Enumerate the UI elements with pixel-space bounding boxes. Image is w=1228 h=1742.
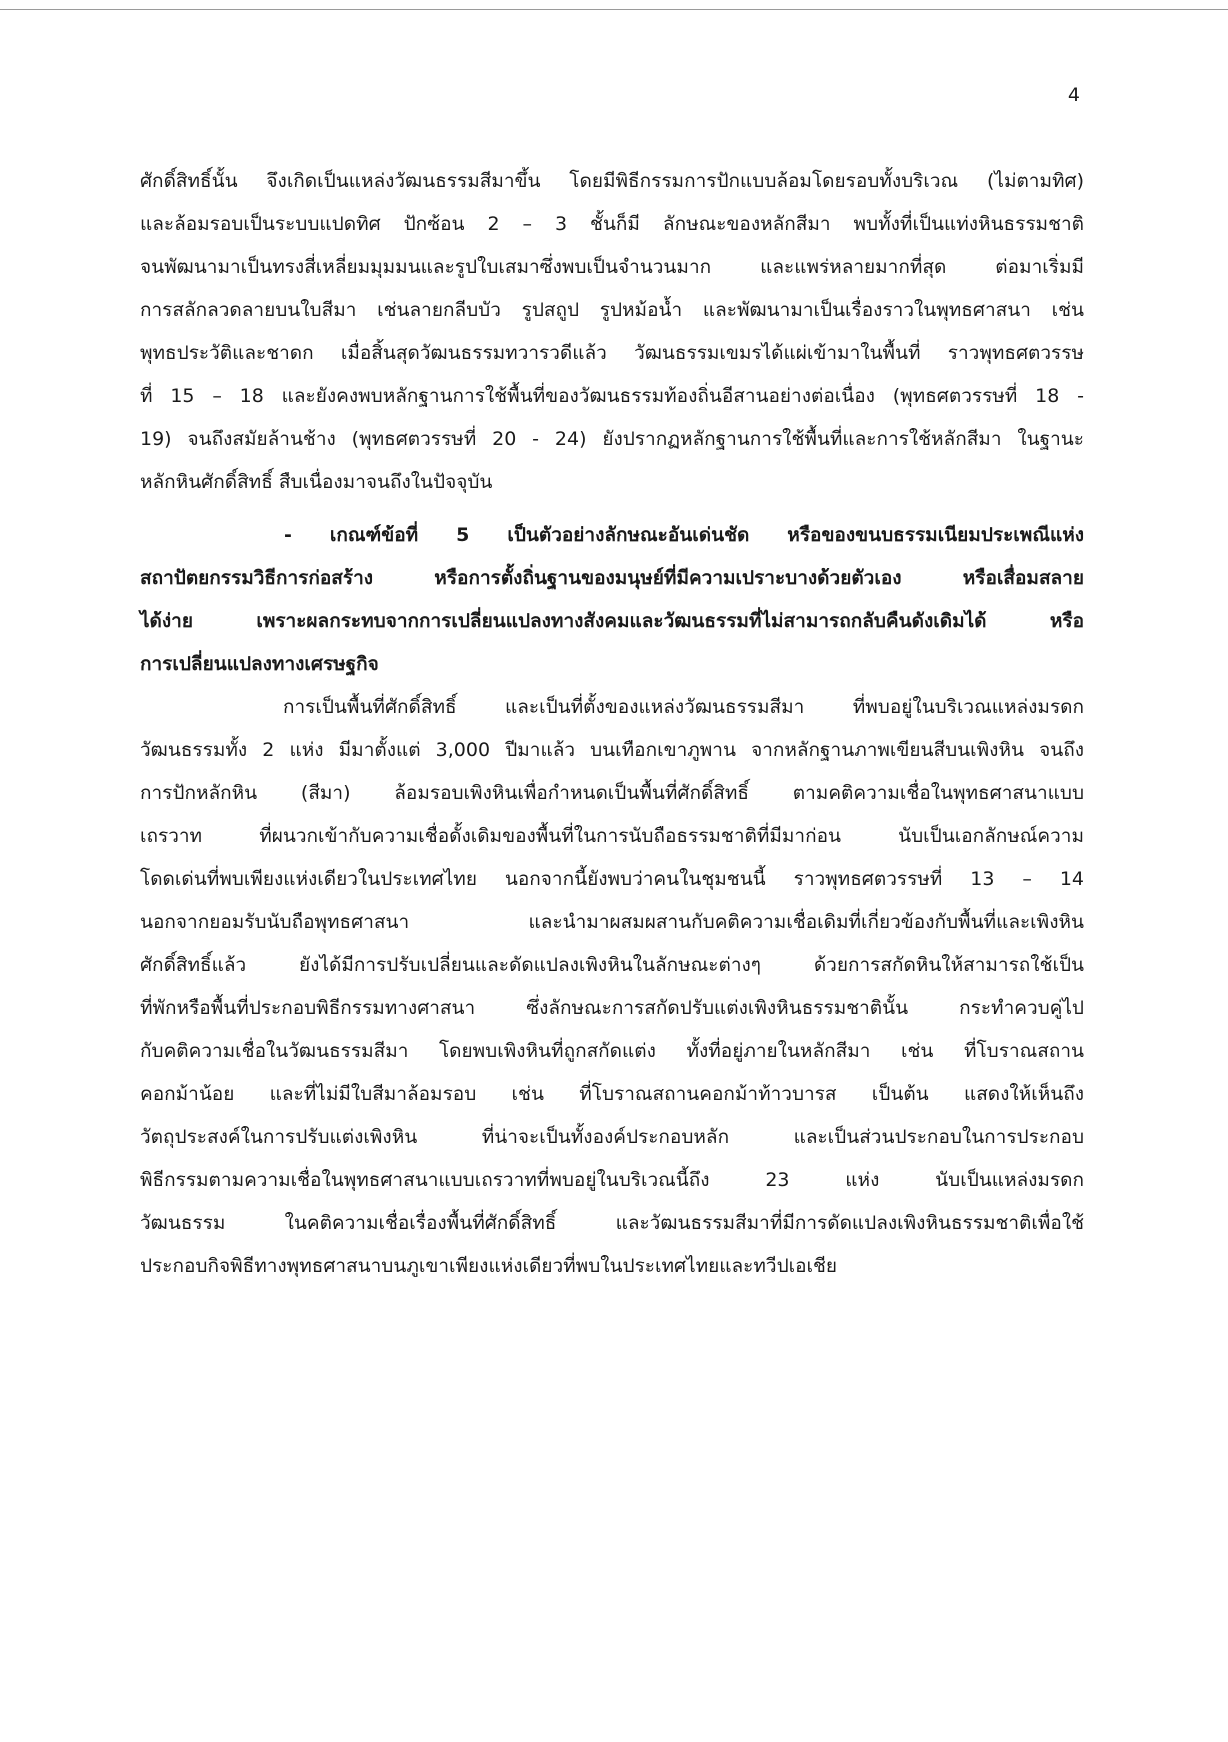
criterion-heading — [140, 514, 1084, 686]
text-line: วัฒนธรรม ในคติความเชื่อเรื่องพื้นที่ศักดิ์สิทธิ์ และวัฒนธรรมสีมาที่มีการดัดแปลงเพิงหินธรรมชาติเพื่อใช้ — [140, 1212, 1084, 1234]
text-line: - เกณฑ์ข้อที่ 5 เป็นตัวอย่างลักษณะอันเด่นชัด หรือของขนบธรรมเนียมประเพณีแห่ง — [284, 524, 1084, 546]
page-number: 4 — [1067, 84, 1080, 106]
text-line: พิธีกรรมตามความเชื่อในพุทธศาสนาแบบเถรวาทที่พบอยู่ในบริเวณนี้ถึง 23 แห่ง นับเป็นแหล่งมรดก — [140, 1169, 1084, 1191]
text-line: ศักดิ์สิทธิ์แล้ว ยังได้มีการปรับเปลี่ยนและดัดแปลงเพิงหินในลักษณะต่างๆ ด้วยการสกัดหินให้สามารถใช้เป็น — [140, 954, 1084, 976]
text-line: วัตถุประสงค์ในการปรับแต่งเพิงหิน ที่น่าจะเป็นทั้งองค์ประกอบหลัก และเป็นส่วนประกอบในการประกอบ — [140, 1126, 1084, 1148]
text-line: 19) จนถึงสมัยล้านช้าง (พุทธศตวรรษที่ 20 - 24) ยังปรากฏหลักฐานการใช้พื้นที่และการใช้หลักสีมา ในฐานะ — [140, 428, 1084, 450]
text-line: ประกอบกิจพิธีทางพุทธศาสนาบนภูเขาเพียงแห่งเดียวที่พบในประเทศไทยและทวีปเอเชีย — [140, 1255, 838, 1277]
paragraph-sacred-area — [140, 686, 1084, 1288]
text-line: พุทธประวัติและชาดก เมื่อสิ้นสุดวัฒนธรรมทวารวดีแล้ว วัฒนธรรมเขมรได้แผ่เข้ามาในพื้นที่ ราวพุทธศตวรรษ — [140, 342, 1084, 364]
text-line: หลักหินศักดิ์สิทธิ์ สืบเนื่องมาจนถึงในปัจจุบัน — [140, 471, 493, 493]
text-line: ศักดิ์สิทธิ์นั้น จึงเกิดเป็นแหล่งวัฒนธรรมสีมาขึ้น โดยมีพิธีกรรมการปักแบบล้อมโดยรอบทั้งบริเวณ (ไม่ตามทิศ) — [140, 170, 1084, 192]
text-line: ได้ง่าย เพราะผลกระทบจากการเปลี่ยนแปลงทางสังคมและวัฒนธรรมที่ไม่สามารถกลับคืนดังเดิมได้ หรือ — [140, 610, 1084, 632]
text-line: ที่ 15 – 18 และยังคงพบหลักฐานการใช้พื้นที่ของวัฒนธรรมท้องถิ่นอีสานอย่างต่อเนื่อง (พุทธศตวรรษที่ 18 - — [140, 385, 1084, 407]
text-line: จนพัฒนามาเป็นทรงสี่เหลี่ยมมุมมนและรูปใบเสมาซึ่งพบเป็นจำนวนมาก และแพร่หลายมากที่สุด ต่อมาเริ่มมี — [140, 256, 1084, 278]
text-line: การปักหลักหิน (สีมา) ล้อมรอบเพิงหินเพื่อกำหนดเป็นพื้นที่ศักดิ์สิทธิ์ ตามคติความเชื่อในพุทธศาสนาแบบ — [140, 782, 1084, 804]
text-line: การเป็นพื้นที่ศักดิ์สิทธิ์ และเป็นที่ตั้งของแหล่งวัฒนธรรมสีมา ที่พบอยู่ในบริเวณแหล่งมรดก — [283, 696, 1084, 718]
paragraph-continuation — [140, 160, 1084, 504]
text-line: เถรวาท ที่ผนวกเข้ากับความเชื่อดั้งเดิมของพื้นที่ในการนับถือธรรมชาติที่มีมาก่อน นับเป็นเอกลักษณ์ความ — [140, 825, 1084, 847]
text-line: วัฒนธรรมทั้ง 2 แห่ง มีมาตั้งแต่ 3,000 ปีมาแล้ว บนเทือกเขาภูพาน จากหลักฐานภาพเขียนสีบนเพิงหิน จนถึง — [140, 739, 1084, 761]
text-line: กับคติความเชื่อในวัฒนธรรมสีมา โดยพบเพิงหินที่ถูกสกัดแต่ง ทั้งที่อยู่ภายในหลักสีมา เช่น ที่โบราณสถาน — [140, 1040, 1084, 1062]
top-rule — [0, 9, 1228, 10]
text-line: สถาปัตยกรรมวิธีการก่อสร้าง หรือการตั้งถิ่นฐานของมนุษย์ที่มีความเปราะบางด้วยตัวเอง หรือเสื่อมสลาย — [140, 567, 1084, 589]
text-line: และล้อมรอบเป็นระบบแปดทิศ ปักซ้อน 2 – 3 ชั้นก็มี ลักษณะของหลักสีมา พบทั้งที่เป็นแท่งหินธรรมชาติ — [140, 213, 1084, 235]
document-body — [140, 160, 1084, 1288]
text-line: นอกจากยอมรับนับถือพุทธศาสนา และนำมาผสมผสานกับคติความเชื่อเดิมที่เกี่ยวข้องกับพื้นที่และเพิงหิน — [140, 911, 1084, 933]
text-line: คอกม้าน้อย และที่ไม่มีใบสีมาล้อมรอบ เช่น ที่โบราณสถานคอกม้าท้าวบารส เป็นต้น แสดงให้เห็นถึง — [140, 1083, 1084, 1105]
text-line: โดดเด่นที่พบเพียงแห่งเดียวในประเทศไทย นอกจากนี้ยังพบว่าคนในชุมชนนี้ ราวพุทธศตวรรษที่ 13 – 14 — [140, 868, 1084, 890]
text-line: การเปลี่ยนแปลงทางเศรษฐกิจ — [140, 653, 379, 675]
text-line: การสลักลวดลายบนใบสีมา เช่นลายกลีบบัว รูปสถูป รูปหม้อน้ำ และพัฒนามาเป็นเรื่องราวในพุทธศาสนา เช่น — [140, 299, 1084, 321]
text-line: ที่พักหรือพื้นที่ประกอบพิธีกรรมทางศาสนา ซึ่งลักษณะการสกัดปรับแต่งเพิงหินธรรมชาตินั้น กระทำควบคู่ไป — [140, 997, 1084, 1019]
